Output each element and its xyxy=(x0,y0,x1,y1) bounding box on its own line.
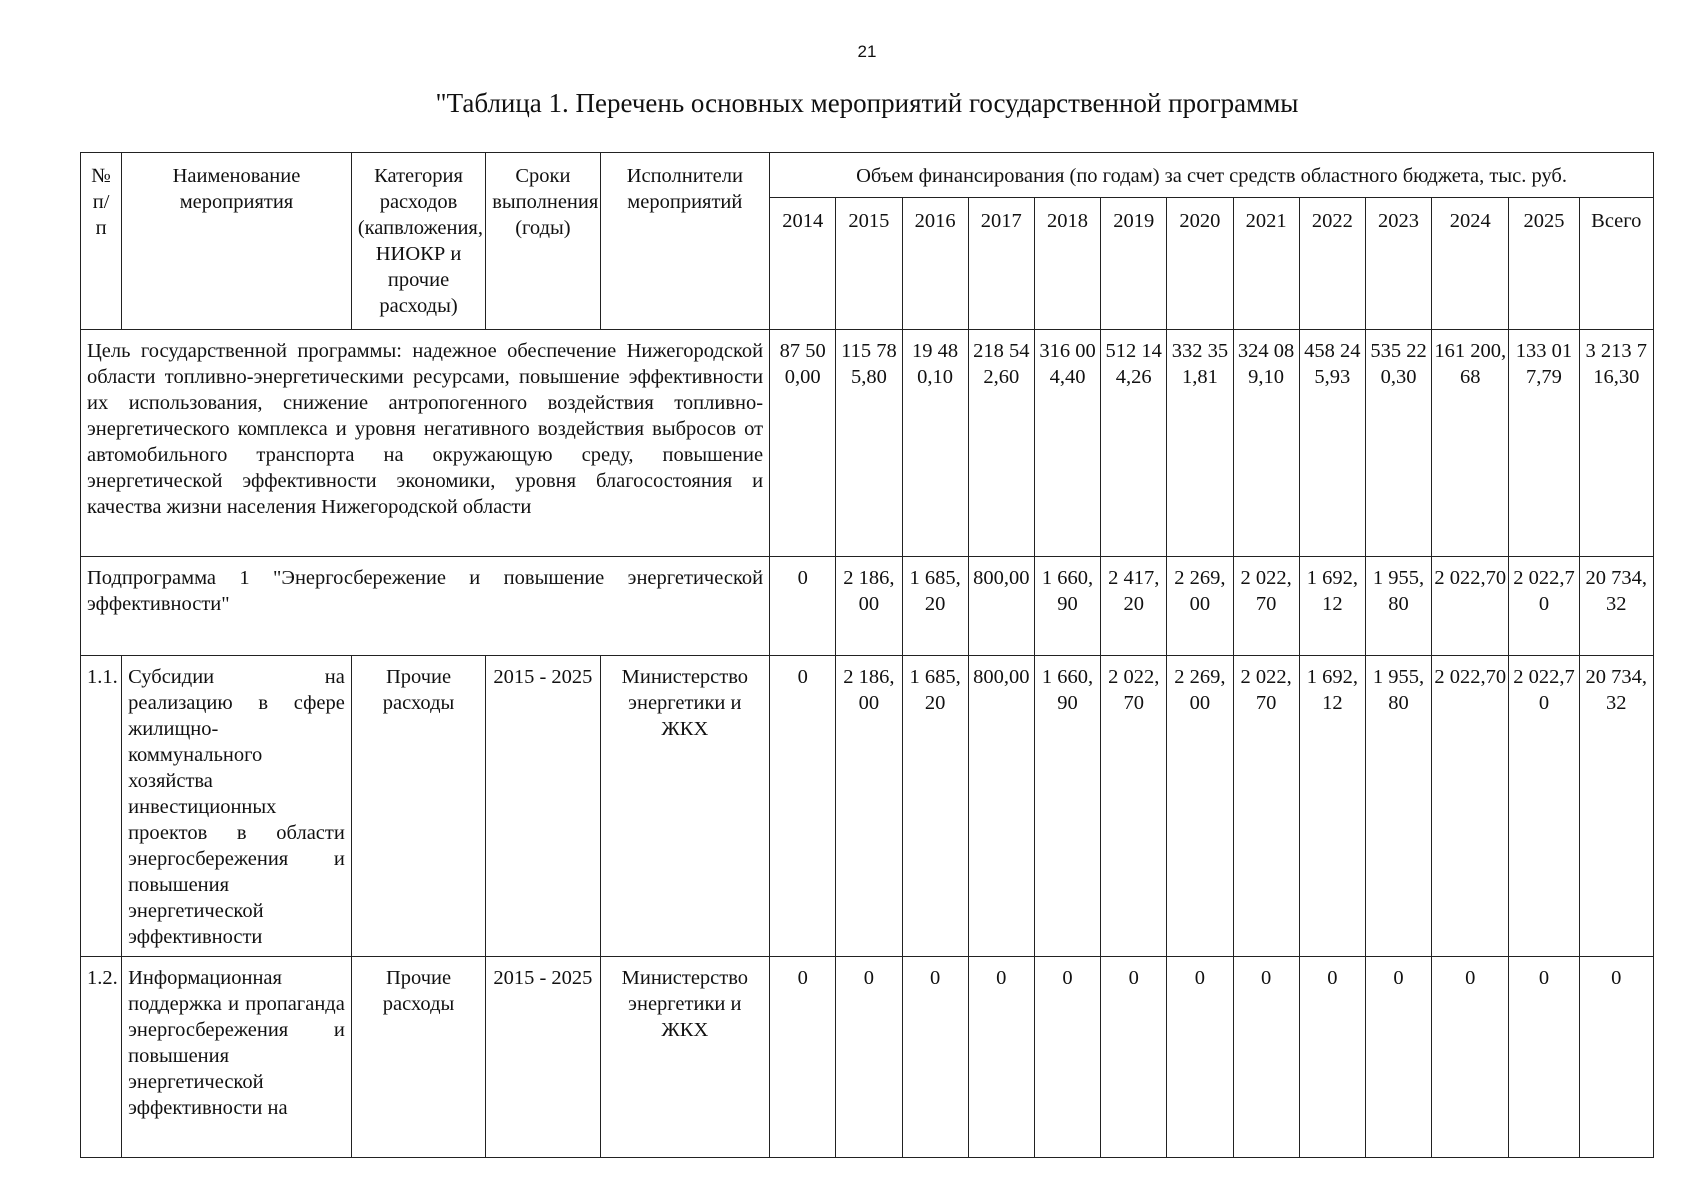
row-value: 1 660,90 xyxy=(1034,656,1100,957)
page-number: 21 xyxy=(857,42,877,61)
row-value: 2 269,00 xyxy=(1167,656,1233,957)
goal-value: 324 089,10 xyxy=(1233,330,1299,557)
row-name: Субсидии на реализацию в сфере жилищно-коммунального хозяйства инвестиционных проектов в области энергосбережения и повышения энергетической эффективности xyxy=(122,656,352,957)
goal-value: 535 220,30 xyxy=(1365,330,1431,557)
goal-value: 87 500,00 xyxy=(770,330,836,557)
header-executors: Исполнители мероприятий xyxy=(600,153,770,330)
year-header: 2015 xyxy=(836,198,902,330)
row-value: 1 692,12 xyxy=(1299,656,1365,957)
goal-value: 3 213 716,30 xyxy=(1579,330,1653,557)
subprogram-value: 20 734,32 xyxy=(1579,557,1653,656)
row-num: 1.1. xyxy=(81,656,122,957)
row-value: 0 xyxy=(1233,957,1299,1158)
header-name: Наименование мероприятия xyxy=(122,153,352,330)
row-value: 20 734,32 xyxy=(1579,656,1653,957)
goal-value: 458 245,93 xyxy=(1299,330,1365,557)
year-header: 2022 xyxy=(1299,198,1365,330)
header-terms: Сроки выполнения (годы) xyxy=(486,153,600,330)
year-header: 2017 xyxy=(968,198,1034,330)
row-category: Прочие расходы xyxy=(351,656,485,957)
goal-value: 218 542,60 xyxy=(968,330,1034,557)
subprogram-value: 0 xyxy=(770,557,836,656)
header-category: Категория расходов (капвложения, НИОКР и прочие расходы) xyxy=(351,153,485,330)
subprogram-value: 800,00 xyxy=(968,557,1034,656)
row-value: 2 186,00 xyxy=(836,656,902,957)
year-header: 2020 xyxy=(1167,198,1233,330)
row-value: 0 xyxy=(1167,957,1233,1158)
subprogram-value: 2 022,70 xyxy=(1509,557,1579,656)
subprogram-value: 1 685,20 xyxy=(902,557,968,656)
subprogram-value: 1 660,90 xyxy=(1034,557,1100,656)
header-funding: Объем финансирования (по годам) за счет средств областного бюджета, тыс. руб. xyxy=(770,153,1654,198)
row-value: 0 xyxy=(1509,957,1579,1158)
row-value: 0 xyxy=(1365,957,1431,1158)
row-value: 0 xyxy=(1101,957,1167,1158)
goal-value: 332 351,81 xyxy=(1167,330,1233,557)
subprogram-row xyxy=(81,557,1654,656)
year-header: 2024 xyxy=(1432,198,1509,330)
goal-row xyxy=(81,330,1654,557)
subprogram-value: 2 022,70 xyxy=(1432,557,1509,656)
row-value: 0 xyxy=(968,957,1034,1158)
row-num: 1.2. xyxy=(81,957,122,1158)
row-value: 0 xyxy=(836,957,902,1158)
row-value: 0 xyxy=(1579,957,1653,1158)
row-executor: Министерство энергетики и ЖКХ xyxy=(600,656,770,957)
row-value: 2 022,70 xyxy=(1432,656,1509,957)
goal-value: 19 480,10 xyxy=(902,330,968,557)
goal-value: 133 017,79 xyxy=(1509,330,1579,557)
goal-value: 512 144,26 xyxy=(1101,330,1167,557)
row-value: 0 xyxy=(770,957,836,1158)
row-value: 0 xyxy=(1034,957,1100,1158)
year-header: 2025 xyxy=(1509,198,1579,330)
table-title: "Таблица 1. Перечень основных мероприятий государственной программы xyxy=(435,88,1299,118)
subprogram-value: 1 692,12 xyxy=(1299,557,1365,656)
year-header: 2018 xyxy=(1034,198,1100,330)
subprogram-text: Подпрограмма 1 "Энергосбережение и повышение энергетической эффективности" xyxy=(81,557,770,656)
subprogram-value: 2 269,00 xyxy=(1167,557,1233,656)
header-num: № п/ п xyxy=(81,153,122,330)
year-header: 2019 xyxy=(1101,198,1167,330)
subprogram-value: 1 955,80 xyxy=(1365,557,1431,656)
row-value: 1 685,20 xyxy=(902,656,968,957)
year-header: 2014 xyxy=(770,198,836,330)
row-executor: Министерство энергетики и ЖКХ xyxy=(600,957,770,1158)
goal-value: 115 785,80 xyxy=(836,330,902,557)
table-row xyxy=(81,656,1654,957)
row-value: 2 022,70 xyxy=(1509,656,1579,957)
year-header: Всего xyxy=(1579,198,1653,330)
row-terms: 2015 - 2025 xyxy=(486,656,600,957)
row-value: 0 xyxy=(770,656,836,957)
year-header: 2023 xyxy=(1365,198,1431,330)
subprogram-value: 2 022,70 xyxy=(1233,557,1299,656)
row-terms: 2015 - 2025 xyxy=(486,957,600,1158)
goal-value: 161 200,68 xyxy=(1432,330,1509,557)
row-value: 2 022,70 xyxy=(1233,656,1299,957)
row-value: 0 xyxy=(1432,957,1509,1158)
subprogram-value: 2 186,00 xyxy=(836,557,902,656)
goal-text: Цель государственной программы: надежное обеспечение Нижегородской области топливно-энергетическими ресурсами, повышение эффективности их использования, снижение антропогенного воздействия топливно-энергетического комплекса и уровня негативного воздействия выбросов от автомобильного транспорта на окружающую среду, повышение энергетической эффективности экономики, уровня благосостояния и качества жизни населения Нижегородской области xyxy=(81,330,770,557)
row-value: 800,00 xyxy=(968,656,1034,957)
measures-table xyxy=(80,152,1654,1158)
row-value: 1 955,80 xyxy=(1365,656,1431,957)
row-value: 2 022,70 xyxy=(1101,656,1167,957)
table-row xyxy=(81,957,1654,1158)
row-value: 0 xyxy=(1299,957,1365,1158)
goal-value: 316 004,40 xyxy=(1034,330,1100,557)
subprogram-value: 2 417,20 xyxy=(1101,557,1167,656)
header-row xyxy=(81,153,1654,198)
row-name: Информационная поддержка и пропаганда энергосбережения и повышения энергетической эффективности на xyxy=(122,957,352,1158)
year-header: 2016 xyxy=(902,198,968,330)
row-category: Прочие расходы xyxy=(351,957,485,1158)
row-value: 0 xyxy=(902,957,968,1158)
year-header: 2021 xyxy=(1233,198,1299,330)
